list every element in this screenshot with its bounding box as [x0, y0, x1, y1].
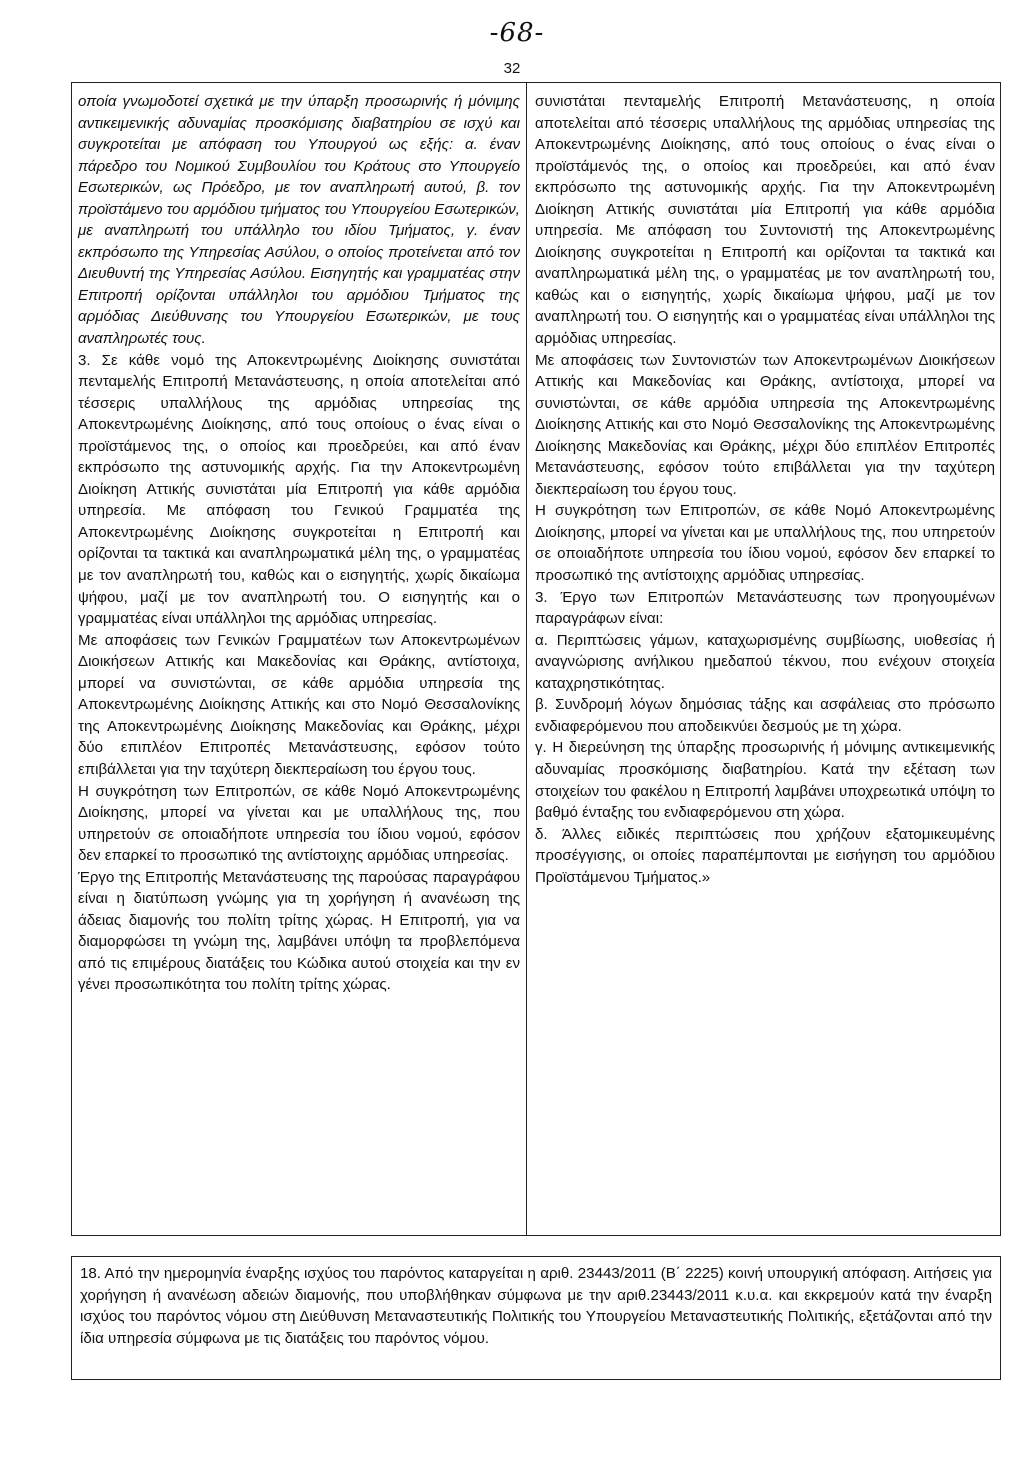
right-paragraph-2: Με αποφάσεις των Συντονιστών των Αποκεντρωμένων Διοικήσεων Αττικής και Μακεδονίας και Θράκης, αντίστοιχα, μπορεί να συνιστώνται, σε κάθε αρμόδια υπηρεσία της Αποκεντρωμένης Διοίκησης Αττικής και στο Νομό Θεσσαλονίκης της Αποκεντρωμένης Διοίκησης Μακεδονίας και Θράκης, μέχρι δύο επιπλέον Επιτροπές Μετανάστευσης, εφόσον τούτο επιβάλλεται για την ταχύτερη διεκπεραίωση του έργου τους. — [535, 351, 995, 498]
right-paragraph-7: γ. Η διερεύνηση της ύπαρξης προσωρινής ή μόνιμης αντικειμενικής αδυναμίας προσκόμισης διαβατηρίου. Κατά την εξέταση των στοιχείων του φακέλου η Επιτροπή λαμβάνει υποχρεωτικά υπόψη το βαθμό ένταξης του ενδιαφερόμενου στη χώρα. — [535, 739, 995, 822]
right-paragraph-4: 3. Έργο των Επιτροπών Μετανάστευσης των προηγουμένων παραγράφων είναι: — [535, 588, 995, 628]
right-column — [535, 91, 995, 888]
left-paragraph-2: 3. Σε κάθε νομό της Αποκεντρωμένης Διοίκησης συνιστάται πενταμελής Επιτροπή Μετανάστευσης, η οποία αποτελείται από τέσσερις υπαλλήλους της αρμόδιας υπηρεσίας της Αποκεντρωμένης Διοίκησης, από τους οποίους ο ένας είναι ο προϊστάμενος της, ο οποίος και προεδρεύει, και από έναν εκπρόσωπο της αστυνομικής αρχής. Για την Αποκεντρωμένη Διοίκηση Αττικής συνιστάται μία Επιτροπή για κάθε αρμόδια υπηρεσία. Με απόφαση του Γενικού Γραμματέα της Αποκεντρωμένης Διοίκησης συγκροτείται η Επιτροπή και ορίζονται τα τακτικά και αναπληρωματικά μέλη της, ο γραμματέας με τον αναπληρωτή του, καθώς και ο εισηγητής, χωρίς δικαίωμα ψήφου, μαζί με τον αναπληρωτή του. Ο εισηγητής και ο γραμματέας είναι υπάλληλοι της αρμόδιας υπηρεσίας. — [78, 351, 520, 628]
comparison-table — [71, 82, 1001, 1236]
left-column — [78, 91, 520, 996]
page-number: 32 — [503, 60, 521, 77]
right-paragraph-3: Η συγκρότηση των Επιτροπών, σε κάθε Νομό Αποκεντρωμένης Διοίκησης, μπορεί να γίνεται και με υπαλλήλους της, που υπηρετούν σε οποιαδήποτε υπηρεσία του ίδιου νομού, εφόσον δεν επαρκεί το προσωπικό της αντίστοιχης αρμόδιας υπηρεσίας. — [535, 502, 995, 585]
left-paragraph-5: Έργο της Επιτροπής Μετανάστευσης της παρούσας παραγράφου είναι η διατύπωση γνώμης για τη χορήγηση ή ανανέωση της άδειας διαμονής του πολίτη τρίτης χώρας. Η Επιτροπή, για να διαμορφώσει τη γνώμη της, λαμβάνει υπόψη τα προβλεπόμενα από τις επιμέρους διατάξεις του Κώδικα αυτού στοιχεία και την εν γένει προσωπικότητα του πολίτη τρίτης χώρας. — [78, 868, 520, 994]
footnote-text: 18. Από την ημερομηνία έναρξης ισχύος του παρόντος καταργείται η αριθ. 23443/2011 (Β΄ 2225) κοινή υπουργική απόφαση. Αιτήσεις για χορήγηση ή ανανέωση αδειών διαμονής, που υποβλήθηκαν σύμφωνα με την αριθ.23443/2011 κ.υ.α. και εκκρεμούν κατά την έναρξη ισχύος του παρόντος νόμου στη Διεύθυνση Μεταναστευτικής Πολιτικής του Υπουργείου Μεταναστευτικής Πολιτικής, εξετάζονται από την ίδια υπηρεσία σύμφωνα με τις διατάξεις του παρόντος νόμου. — [80, 1265, 992, 1347]
left-paragraph-1: οποία γνωμοδοτεί σχετικά με την ύπαρξη προσωρινής ή μόνιμης αντικειμενικής αδυναμίας προσκόμισης διαβατηρίου σε ισχύ και συγκροτείται με απόφαση του Υπουργού ως εξής: α. έναν πάρεδρο του Νομικού Συμβουλίου του Κράτους στο Υπουργείο Εσωτερικών, ως Πρόεδρο, με τον αναπληρωτή αυτού, β. τον προϊστάμενο του αρμόδιου τμήματος του Υπουργείου Εσωτερικών, με αναπληρωτή του υπάλληλο του ιδίου Τμήματος, γ. έναν εκπρόσωπο της Υπηρεσίας Ασύλου, ο οποίος προτείνεται από τον Διευθυντή της Υπηρεσίας Ασύλου. Εισηγητής και γραμματέας στην Επιτροπή ορίζονται υπάλληλοι του αρμόδιου Τμήματος της αρμόδιας Διεύθυνσης του Υπουργείου Εσωτερικών, με τους αναπληρωτές τους. — [78, 93, 520, 348]
left-paragraph-3: Με αποφάσεις των Γενικών Γραμματέων των Αποκεντρωμένων Διοικήσεων Αττικής και Μακεδονίας και Θράκης, αντίστοιχα, μπορεί να συνιστώνται, σε κάθε αρμόδια υπηρεσία της Αποκεντρωμένης Διοίκησης Αττικής και στο Νομό Θεσσαλονίκης της Αποκεντρωμένης Διοίκησης Μακεδονίας και Θράκης, μέχρι δύο επιπλέον Επιτροπές Μετανάστευσης, εφόσον τούτο επιβάλλεται για την ταχύτερη διεκπεραίωση του έργου τους. — [78, 631, 520, 778]
right-paragraph-6: β. Συνδρομή λόγων δημόσιας τάξης και ασφάλειας στο πρόσωπο ενδιαφερόμενου που αποδεικνύει δεσμούς με τη χώρα. — [535, 696, 995, 735]
left-paragraph-4: Η συγκρότηση των Επιτροπών, σε κάθε Νομό Αποκεντρωμένης Διοίκησης, μπορεί να γίνεται και με υπαλλήλους της, που υπηρετούν σε οποιαδήποτε υπηρεσία του ίδιου νομού, εφόσον δεν επαρκεί το προσωπικό της αντίστοιχης αρμόδιας υπηρεσίας. — [78, 782, 520, 865]
footnote-box — [71, 1256, 1001, 1380]
column-divider — [526, 83, 527, 1235]
handwritten-page-number: -68- — [489, 18, 545, 48]
right-paragraph-8: δ. Άλλες ειδικές περιπτώσεις που χρήζουν εξατομικευμένης προσέγγισης, οι οποίες παραπέμπονται με εισήγηση του αρμόδιου Προϊστάμενου Τμήματος.» — [535, 825, 995, 886]
right-paragraph-1: συνιστάται πενταμελής Επιτροπή Μετανάστευσης, η οποία αποτελείται από τέσσερις υπαλλήλους της αρμόδιας υπηρεσίας της Αποκεντρωμένης Διοίκησης, από τους οποίους ο ένας είναι ο προϊστάμενός της, ο οποίος και προεδρεύει, και από έναν εκπρόσωπο της αστυνομικής αρχής. Για την Αποκεντρωμένη Διοίκηση Αττικής συνιστάται μία Επιτροπή για κάθε αρμόδια υπηρεσία. Με απόφαση του Συντονιστή της Αποκεντρωμένης Διοίκησης συγκροτείται η Επιτροπή και ορίζονται τα τακτικά και αναπληρωματικά μέλη της, ο γραμματέας με τον αναπληρωτή του, καθώς και ο εισηγητής, χωρίς δικαίωμα ψήφου, μαζί με τον αναπληρωτή του. Ο εισηγητής και ο γραμματέας είναι υπάλληλοι της αρμόδιας υπηρεσίας. — [535, 93, 995, 348]
right-paragraph-5: α. Περιπτώσεις γάμων, καταχωρισμένης συμβίωσης, υιοθεσίας ή αναγνώρισης ανήλικου ημεδαπού τέκνου, που ενέχουν στοιχεία καταχρηστικότητας. — [535, 631, 995, 692]
